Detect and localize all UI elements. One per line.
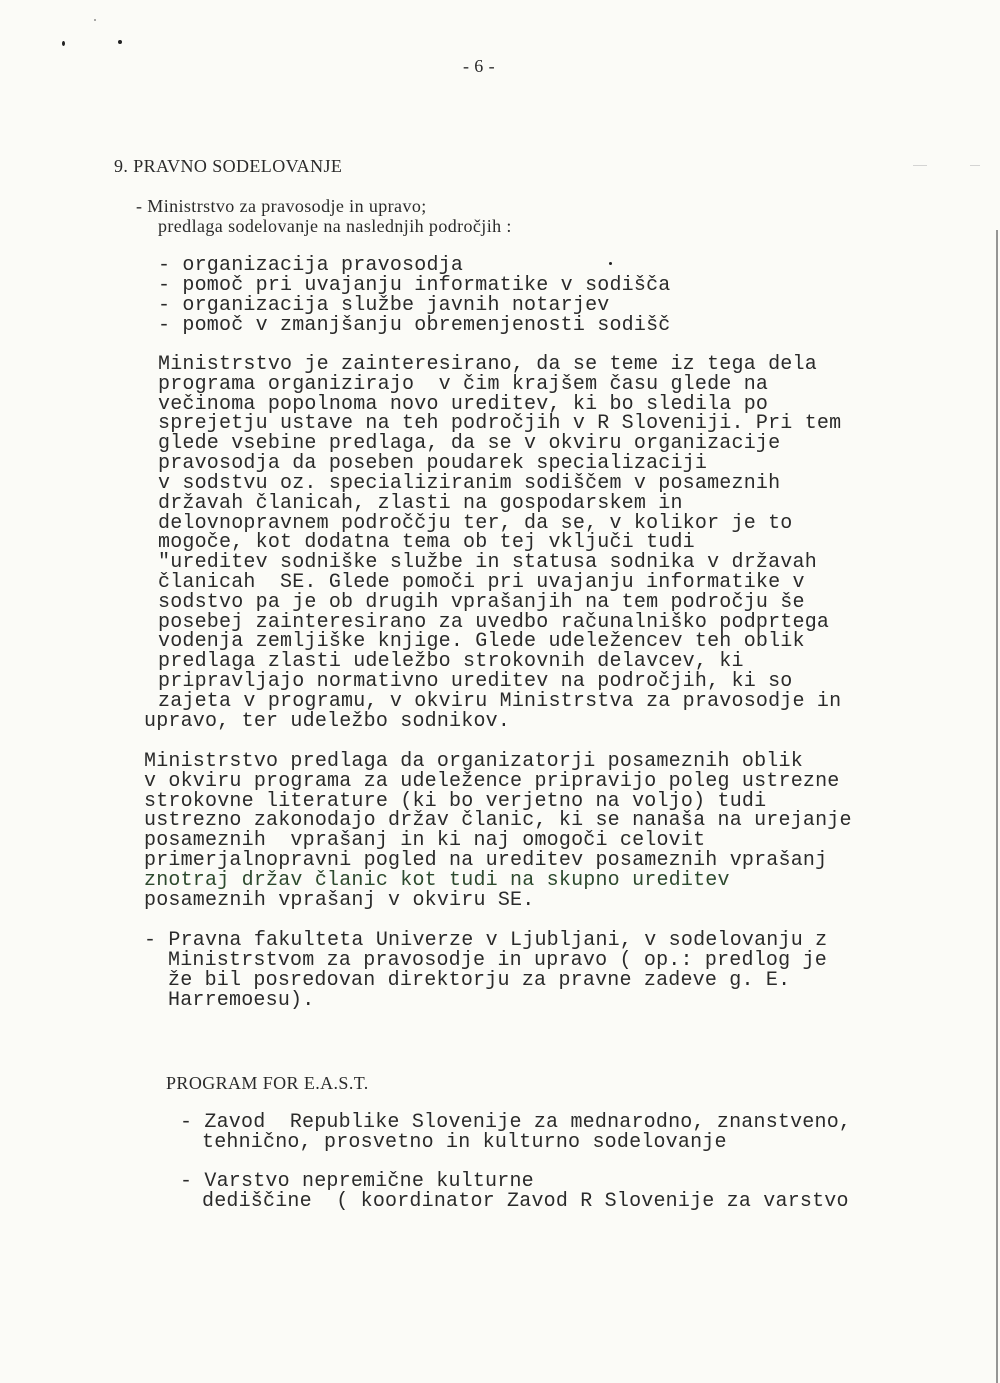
faculty-line: Harremoesu). [168, 989, 315, 1012]
paragraph-line: večinoma popolnoma novo ureditev, ki bo sledila po [158, 393, 769, 416]
faculty-line: že bil posredovan direktorju za pravne zadeve g. E. [168, 969, 791, 992]
paragraph-line: predlaga zlasti udeležbo strokovnih delavcev, ki [158, 650, 744, 673]
program-item-line: - Zavod Republike Slovenije za mednarodno, znanstveno, [180, 1111, 852, 1134]
paragraph-line: posameznih vprašanj v okviru SE. [144, 889, 535, 912]
paragraph-line: državah članicah, zlasti na gospodarskem in [158, 492, 683, 515]
paragraph-line: glede vsebine predlaga, da se v okviru organizacije [158, 432, 781, 455]
intro-line: predlaga sodelovanje na naslednjih področjih : [158, 216, 512, 236]
paragraph-line: posameznih vprašanj in ki naj omogoči celovit [144, 829, 706, 852]
paragraph-line: zajeta v programu, v okviru Ministrstva za pravosodje in [158, 690, 842, 713]
scan-speck [118, 40, 122, 44]
paragraph-line: ustrezno zakonodajo držav članic, ki se nanaša na urejanje [144, 809, 852, 832]
paragraph-line: "ureditev sodniške službe in statusa sodnika v državah [158, 551, 817, 574]
paragraph-line: pripravljajo normativno ureditev na področjih, ki so [158, 670, 793, 693]
paragraph-line: članicah SE. Glede pomoči pri uvajanju informatike v [158, 571, 805, 594]
scan-speck [62, 41, 65, 46]
program-item-line: tehnično, prosvetno in kulturno sodelovanje [202, 1131, 727, 1154]
scan-speck [609, 262, 612, 265]
scan-smudge [970, 165, 980, 166]
paragraph-line: sprejetju ustave na teh področjih v R Sloveniji. Pri tem [158, 412, 842, 435]
program-heading: PROGRAM FOR E.A.S.T. [166, 1073, 369, 1093]
paragraph-line: primerjalnopravni pogled na ureditev posameznih vprašanj [144, 849, 828, 872]
page-number: - 6 - [463, 56, 495, 76]
paragraph-line: vodenja zemljiške knjige. Glede udeležencev teh oblik [158, 630, 805, 653]
list-item: - organizacija službe javnih notarjev [158, 294, 610, 317]
list-item: - organizacija pravosodja [158, 254, 464, 277]
paragraph-line: Ministrstvo predlaga da organizatorji posameznih oblik [144, 750, 803, 773]
scan-speck [94, 19, 96, 21]
paragraph-line: pravosodja da poseben poudarek specializaciji [158, 452, 708, 475]
paragraph-line: Ministrstvo je zainteresirano, da se teme iz tega dela [158, 353, 817, 376]
intro-line: - Ministrstvo za pravosodje in upravo; [136, 196, 427, 216]
paragraph-line: znotraj držav članic kot tudi na skupno ureditev [144, 869, 730, 892]
list-item: - pomoč pri uvajanju informatike v sodišča [158, 274, 671, 297]
paragraph-line: upravo, ter udeležbo sodnikov. [144, 710, 511, 733]
paragraph-line: strokovne literature (ki bo verjetno na voljo) tudi [144, 790, 767, 813]
program-item-line: - Varstvo nepremične kulturne [180, 1170, 534, 1193]
section-heading: 9. PRAVNO SODELOVANJE [114, 156, 343, 176]
paragraph-line: sodstvo pa je ob drugih vprašanjih na tem področju še [158, 591, 805, 614]
list-item: - pomoč v zmanjšanju obremenjenosti sodišč [158, 314, 671, 337]
faculty-line: - Pravna fakulteta Univerze v Ljubljani, v sodelovanju z [144, 929, 828, 952]
program-item-line: dediščine ( koordinator Zavod R Slovenije za varstvo [202, 1190, 849, 1213]
paragraph-line: posebej zainteresirano za uvedbo računalniško podprtega [158, 611, 830, 634]
paragraph-line: programa organizirajo v čim krajšem času glede na [158, 373, 769, 396]
paragraph-line: v okviru programa za udeležence pripravijo poleg ustrezne [144, 770, 840, 793]
paragraph-line: v sodstvu oz. specializiranim sodiščem v posameznih [158, 472, 781, 495]
faculty-line: Ministrstvom za pravosodje in upravo ( op.: predlog je [168, 949, 827, 972]
paragraph-line: delovnopravnem področčju ter, da se, v kolikor je to [158, 512, 793, 535]
scan-edge-line [996, 230, 998, 1383]
scan-smudge [913, 165, 927, 166]
paragraph-line: mogoče, kot dodatna tema ob tej vključi tudi [158, 531, 695, 554]
